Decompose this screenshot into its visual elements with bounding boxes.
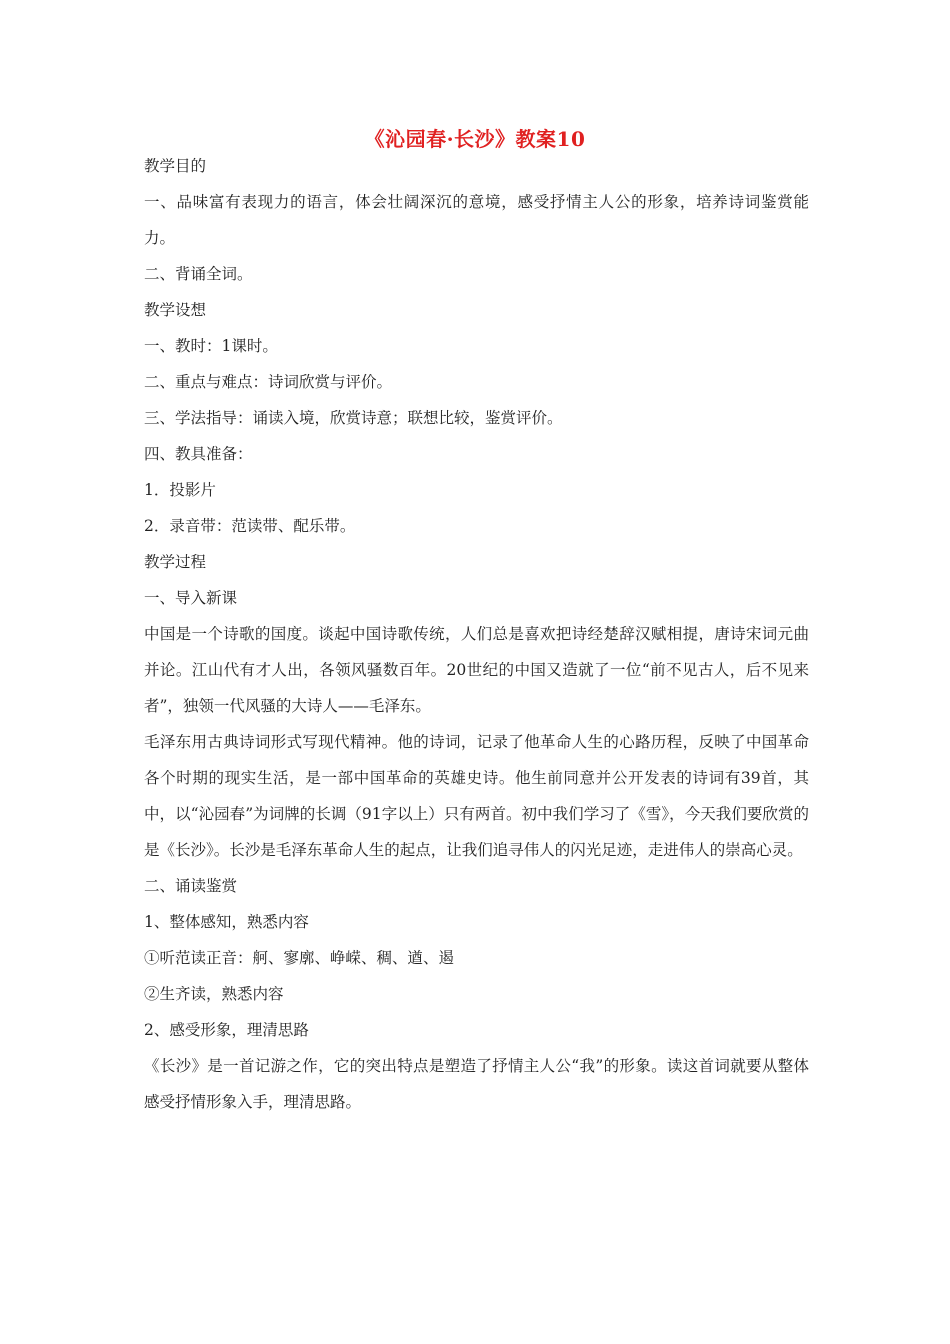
list-item: 1、整体感知，熟悉内容 (144, 913, 309, 931)
list-item: 2．录音带：范读带、配乐带。 (144, 517, 356, 535)
heading-teaching-plan: 教学设想 (144, 301, 207, 319)
paragraph: 《长沙》是一首记游之作，它的突出特点是塑造了抒情主人公“我”的形象。读这首词就要从整体感受抒情形象入手，理清思路。 (144, 1057, 809, 1111)
document-body (144, 148, 809, 1120)
list-item: ②生齐读，熟悉内容 (144, 985, 284, 1003)
subheading: 一、导入新课 (144, 589, 238, 607)
heading-teaching-process: 教学过程 (144, 553, 207, 571)
list-item: ①听范读正音：舸、寥廓、峥嵘、稠、遒、遏 (144, 949, 455, 967)
paragraph: 二、重点与难点：诗词欣赏与评价。 (144, 373, 393, 391)
paragraph: 中国是一个诗歌的国度。谈起中国诗歌传统，人们总是喜欢把诗经楚辞汉赋相提，唐诗宋词元曲并论。江山代有才人出，各领风骚数百年。20世纪的中国又造就了一位“前不见古人，后不见来者”，独领一代风骚的大诗人——毛泽东。 (144, 625, 809, 715)
paragraph: 二、背诵全词。 (144, 265, 253, 283)
heading-teaching-goals: 教学目的 (144, 157, 207, 175)
document-title: 《沁园春·长沙》教案10 (364, 127, 586, 151)
paragraph: 一、品味富有表现力的语言，体会壮阔深沉的意境，感受抒情主人公的形象，培养诗词鉴赏能力。 (144, 193, 809, 247)
paragraph: 一、教时：1课时。 (144, 337, 278, 355)
paragraph: 四、教具准备： (144, 445, 253, 463)
subheading: 二、诵读鉴赏 (144, 877, 238, 895)
list-item: 2、感受形象，理清思路 (144, 1021, 309, 1039)
list-item: 1．投影片 (144, 481, 216, 499)
paragraph: 毛泽东用古典诗词形式写现代精神。他的诗词，记录了他革命人生的心路历程，反映了中国革命各个时期的现实生活，是一部中国革命的英雄史诗。他生前同意并公开发表的诗词有39首，其中，以“沁园春”为词牌的长调（91字以上）只有两首。初中我们学习了《雪》，今天我们要欣赏的是《长沙》。长沙是毛泽东革命人生的起点，让我们追寻伟人的闪光足迹，走进伟人的崇高心灵。 (144, 733, 809, 859)
paragraph: 三、学法指导：诵读入境，欣赏诗意；联想比较，鉴赏评价。 (144, 409, 563, 427)
